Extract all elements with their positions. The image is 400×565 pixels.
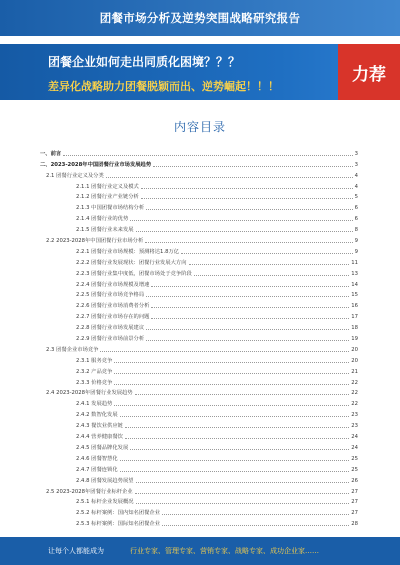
toc-entry[interactable] [40, 288, 358, 299]
toc-leader-dots [141, 198, 353, 199]
toc-entry-label: 2.4.5 团餐品牌化发展 [76, 444, 129, 451]
toc-leader-dots [189, 264, 350, 265]
toc-entry-page: 16 [351, 303, 358, 310]
toc-entry-page: 17 [351, 314, 358, 321]
toc-entry-label: 2.1.1 团餐行业定义及模式 [76, 183, 139, 190]
toc-entry-label: 2.2.3 团餐行业集中度低，团餐市场处于竞争阶段 [76, 270, 192, 277]
toc-entry[interactable] [40, 462, 358, 473]
toc-leader-dots [151, 307, 349, 308]
toc-entry-label: 2.2.4 团餐行业市场规模及增速 [76, 281, 150, 288]
recommend-seal: 力荐 [338, 44, 400, 100]
toc-entry-label: 2.2.1 团餐行业市场规模：预测将达1.8万亿 [76, 248, 180, 255]
toc-leader-dots [100, 351, 349, 352]
toc-entry-page: 22 [351, 379, 358, 386]
toc-entry-page: 28 [351, 521, 358, 528]
toc-entry[interactable] [40, 168, 358, 179]
toc-entry-page: 24 [351, 434, 358, 441]
toc-entry-page: 22 [351, 401, 358, 408]
toc-entry[interactable] [40, 211, 358, 222]
toc-entry-label: 2.4.2 数智化发展 [76, 412, 118, 419]
toc-leader-dots [106, 177, 353, 178]
report-title: 团餐市场分析及逆势突围战略研究报告 [99, 11, 301, 25]
toc-entry-page: 5 [354, 194, 358, 201]
toc-leader-dots [125, 438, 349, 439]
toc-entry-page: 27 [351, 499, 358, 506]
toc-entry-page: 20 [351, 346, 358, 353]
toc-entry-page: 27 [351, 510, 358, 517]
toc-leader-dots [114, 362, 349, 363]
banner-question: 团餐企业如何走出同质化困境？？？ [48, 55, 241, 69]
toc-entry-page: 25 [351, 455, 358, 462]
toc-leader-dots [145, 242, 352, 243]
toc-entry-page: 9 [354, 238, 358, 245]
toc-leader-dots [135, 493, 350, 494]
toc-entry-label: 2.4.1 发展趋势 [76, 401, 113, 408]
toc-entry-page: 4 [354, 172, 358, 179]
footer-left-text: 让每个人都能成为 [48, 547, 104, 555]
toc-entry-label: 2.3 团餐企业市场竞争 [46, 346, 99, 353]
toc-entry-page: 13 [351, 270, 358, 277]
toc-leader-dots [63, 155, 352, 156]
banner-subtitle: 差异化战略助力团餐脱颖而出、逆势崛起！！！ [48, 80, 279, 93]
table-of-contents [40, 146, 358, 527]
footer-bar [0, 537, 400, 565]
toc-entry[interactable] [40, 233, 358, 244]
toc-entry-page: 9 [354, 248, 358, 255]
toc-entry-label: 2.2.2 团餐行业发展现状：团餐行业发展大方向 [76, 259, 187, 266]
toc-leader-dots [114, 373, 349, 374]
toc-entry-label: 2.4.4 营养健康餐饮 [76, 434, 123, 441]
toc-entry-page: 23 [351, 412, 358, 419]
toc-entry[interactable] [40, 244, 358, 255]
toc-leader-dots [114, 405, 349, 406]
toc-entry[interactable] [40, 157, 358, 168]
toc-entry[interactable] [40, 375, 358, 386]
toc-entry[interactable] [40, 407, 358, 418]
toc-entry[interactable] [40, 386, 358, 397]
toc-leader-dots [136, 503, 350, 504]
toc-entry-page: 19 [351, 336, 358, 343]
toc-entry[interactable] [40, 473, 358, 484]
toc-entry[interactable] [40, 146, 358, 157]
toc-entry-label: 2.2.9 团餐行业市场前景分析 [76, 336, 145, 343]
toc-entry-label: 2.4.8 团餐发展趋势展望 [76, 477, 134, 484]
toc-entry-label: 2.2 2023-2028年中国团餐行业市场分析 [46, 238, 144, 245]
toc-entry-label: 2.4.6 团餐智慧化 [76, 455, 118, 462]
toc-entry-label: 2.2.5 团餐行业市场竞争格局 [76, 292, 145, 299]
toc-entry[interactable] [40, 200, 358, 211]
toc-entry[interactable] [40, 179, 358, 190]
toc-entry[interactable] [40, 418, 358, 429]
toc-leader-dots [120, 471, 350, 472]
toc-entry-label: 2.2.8 团餐行业市场发展建议 [76, 325, 145, 332]
toc-leader-dots [146, 329, 349, 330]
toc-entry-page: 8 [354, 227, 358, 234]
toc-entry[interactable] [40, 190, 358, 201]
toc-entry-label: 2.5 2023-2028年团餐行业标杆企业 [46, 488, 133, 495]
header-bar [0, 0, 400, 36]
toc-entry[interactable] [40, 255, 358, 266]
toc-leader-dots [141, 188, 353, 189]
toc-leader-dots [120, 416, 350, 417]
toc-heading: 内容目录 [173, 120, 226, 134]
toc-entry[interactable] [40, 331, 358, 342]
toc-entry-label: 2.2.7 团餐行业市场存在的问题 [76, 314, 150, 321]
toc-leader-dots [135, 394, 350, 395]
toc-leader-dots [162, 525, 349, 526]
toc-entry-page: 3 [354, 150, 358, 157]
toc-entry-label: 2.5.1 标杆企业发展概况 [76, 499, 134, 506]
toc-leader-dots [194, 275, 349, 276]
toc-leader-dots [136, 231, 353, 232]
toc-entry[interactable] [40, 222, 358, 233]
toc-entry-label: 2.1.2 团餐行业产业链分析 [76, 194, 139, 201]
toc-entry-page: 15 [351, 292, 358, 299]
toc-leader-dots [120, 460, 350, 461]
toc-leader-dots [146, 209, 352, 210]
toc-entry-page: 25 [351, 466, 358, 473]
toc-entry[interactable] [40, 429, 358, 440]
toc-entry-page: 23 [351, 423, 358, 430]
toc-entry[interactable] [40, 451, 358, 462]
toc-leader-dots [136, 482, 350, 483]
toc-entry-page: 11 [351, 259, 358, 266]
toc-entry-label: 2.2.6 团餐行业市场消费者分析 [76, 303, 150, 310]
toc-entry-page: 4 [354, 183, 358, 190]
toc-entry-label: 2.4.7 团餐连锁化 [76, 466, 118, 473]
toc-entry-label: 2.1.5 团餐行业未来发展 [76, 227, 134, 234]
toc-leader-dots [114, 384, 349, 385]
toc-entry-page: 20 [351, 357, 358, 364]
toc-entry-label: 2.1 团餐行业定义及分类 [46, 172, 104, 179]
toc-leader-dots [130, 220, 352, 221]
toc-entry-label: 2.5.2 标杆案例：国内知名团餐企业 [76, 510, 161, 517]
toc-entry-page: 22 [351, 390, 358, 397]
toc-entry-page: 6 [354, 205, 358, 212]
toc-entry[interactable] [40, 505, 358, 516]
toc-entry[interactable] [40, 396, 358, 407]
toc-entry[interactable] [40, 484, 358, 495]
toc-entry-label: 2.3.3 价格竞争 [76, 379, 113, 386]
footer-right-text: 行业专家、管理专家、营销专家、战略专家、成功企业家…… [130, 547, 319, 555]
toc-entry-label: 2.5.3 标杆案例：国际知名团餐企业 [76, 521, 161, 528]
toc-entry-page: 6 [354, 216, 358, 223]
toc-entry[interactable] [40, 277, 358, 288]
toc-entry[interactable] [40, 342, 358, 353]
toc-entry-page: 3 [354, 161, 358, 168]
toc-entry-label: 2.1.4 团餐行业的优势 [76, 216, 129, 223]
toc-leader-dots [130, 449, 349, 450]
toc-entry[interactable] [40, 516, 358, 527]
toc-entry-page: 14 [351, 281, 358, 288]
toc-entry[interactable] [40, 320, 358, 331]
toc-entry[interactable] [40, 309, 358, 320]
toc-entry-page: 26 [351, 477, 358, 484]
toc-leader-dots [151, 318, 349, 319]
toc-entry-label: 2.4.3 餐饮业供应链 [76, 423, 123, 430]
toc-entry-label: 2.3.2 产品竞争 [76, 368, 113, 375]
toc-entry-label: 2.1.3 中国团餐市场结构分析 [76, 205, 145, 212]
toc-leader-dots [162, 514, 349, 515]
toc-entry-label: 二、2023-2028年中国团餐行业市场发展趋势 [40, 161, 152, 168]
toc-entry-label: 2.4 2023-2028年团餐行业发展趋势 [46, 390, 133, 397]
toc-entry-label: 2.3.1 服务竞争 [76, 357, 113, 364]
toc-entry-label: 一、前言 [40, 150, 62, 157]
toc-leader-dots [153, 166, 352, 167]
toc-entry-page: 24 [351, 444, 358, 451]
toc-entry-page: 21 [351, 368, 358, 375]
toc-leader-dots [181, 253, 353, 254]
toc-entry[interactable] [40, 440, 358, 451]
toc-entry-page: 27 [351, 488, 358, 495]
toc-entry-page: 18 [351, 325, 358, 332]
toc-entry[interactable] [40, 353, 358, 364]
toc-leader-dots [125, 427, 349, 428]
toc-leader-dots [146, 296, 349, 297]
toc-entry[interactable] [40, 495, 358, 506]
toc-entry[interactable] [40, 364, 358, 375]
toc-entry[interactable] [40, 266, 358, 277]
toc-leader-dots [146, 340, 349, 341]
toc-leader-dots [151, 286, 349, 287]
toc-entry[interactable] [40, 298, 358, 309]
